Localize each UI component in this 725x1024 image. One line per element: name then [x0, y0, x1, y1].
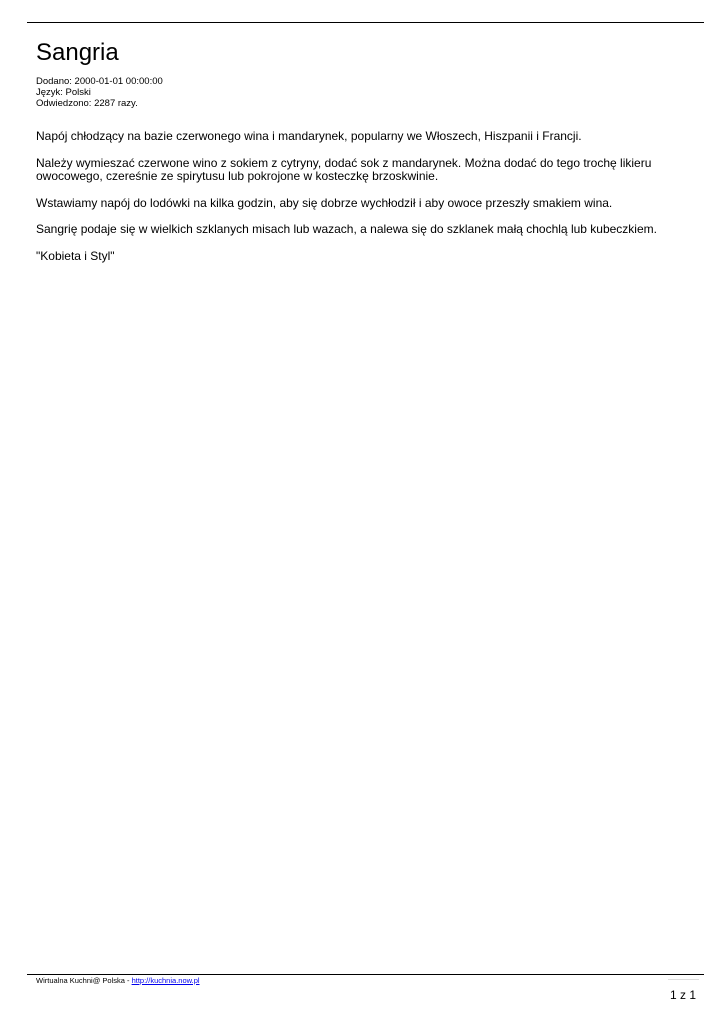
paragraph-preparation: Należy wymieszać czerwone wino z sokiem z cytryny, dodać sok z mandarynek. Można dodać do tego trochę likieru owocowego, czereśnie ze spirytusu lub pokrojone w kosteczkę brzoskwinie. — [36, 155, 652, 183]
page-number: 1 z 1 — [669, 988, 696, 1002]
footer-site-name: Wirtualna Kuchni@ Polska - — [36, 976, 132, 985]
paragraph-intro: Napój chłodzący na bazie czerwonego wina i mandarynek, popularny we Włoszech, Hiszpanii i Francji. — [36, 129, 582, 143]
footer-mark — [668, 979, 699, 980]
footer-credit — [36, 976, 200, 985]
paragraph-chilling: Wstawiamy napój do lodówki na kilka godzin, aby się dobrze wychłodził i aby owoce przeszły smakiem wina. — [36, 195, 613, 210]
paragraph-source: "Kobieta i Styl" — [36, 248, 115, 263]
document-meta — [36, 76, 163, 109]
meta-visits: Odwiedzono: 2287 razy. — [36, 98, 138, 109]
paragraph-serving: Sangrię podaje się w wielkich szklanych misach lub wazach, a nalewa się do szklanek małą chochlą lub kubeczkiem. — [36, 222, 657, 236]
article-body — [36, 130, 676, 276]
top-divider — [27, 22, 704, 23]
footer-site-link[interactable]: http://kuchnia.now.pl — [131, 976, 200, 985]
footer-divider — [27, 974, 704, 975]
page-title: Sangria — [36, 39, 119, 66]
meta-added: Dodano: 2000-01-01 00:00:00 — [36, 76, 163, 87]
meta-language: Język: Polski — [36, 87, 91, 98]
